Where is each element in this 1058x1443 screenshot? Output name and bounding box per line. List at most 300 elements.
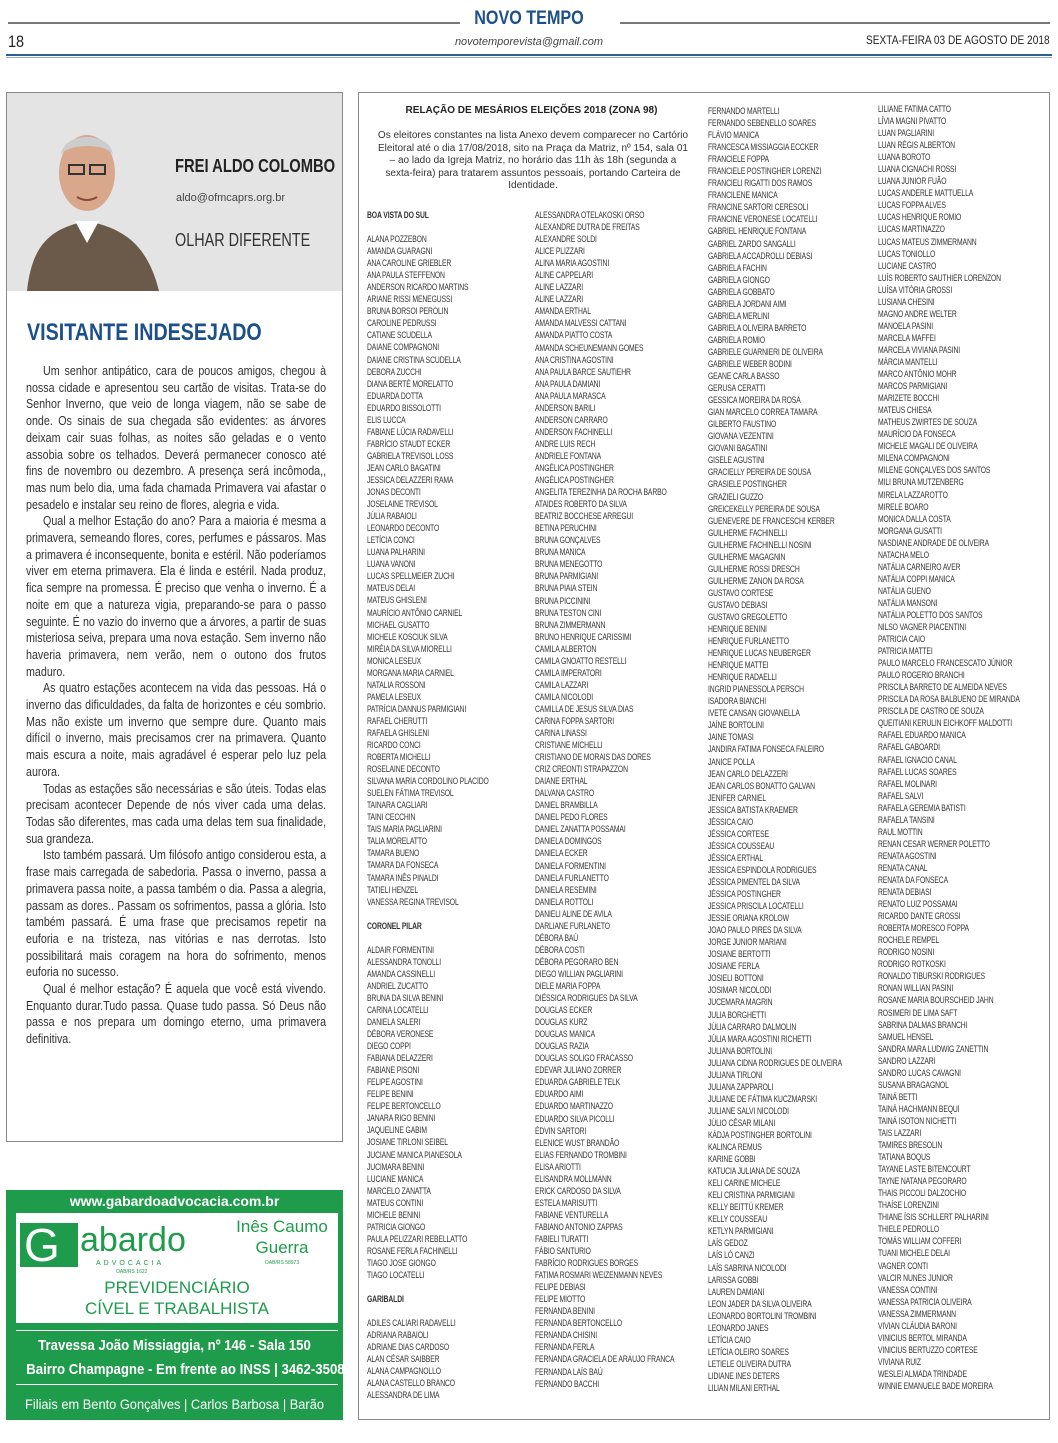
poll-worker-name: NILSO VAGNER PIACENTINI — [878, 622, 966, 633]
poll-worker-name: FERNANDA CHISINI — [535, 1330, 598, 1341]
poll-worker-name: RAFAELA GHISLENI — [367, 727, 430, 738]
poll-worker-name: LETIELE OLIVEIRA DUTRA — [708, 1358, 791, 1369]
poll-worker-name: JUCIMARA BENINI — [367, 1161, 425, 1172]
poll-worker-name: CAMILA LAZZARI — [535, 679, 589, 690]
poll-worker-name: BRUNA MANICA — [535, 547, 586, 558]
section-gap — [367, 1281, 531, 1293]
poll-worker-name: JAINE TOMASI — [708, 732, 754, 743]
notice-intro: Os eleitores constantes na lista Anexo devem comparecer no Cartório Eleitoral até o dia 17/08/2018, sito na Praça da Matriz, nº 154, sala 01 – ao lado da Igreja Matriz, no horário das 11h às 18h (segunda a sexta-feira) para tratarem assuntos pessoais, portando Carteira de Identidade. — [377, 130, 689, 191]
poll-worker-name: MARCO ANTÔNIO MOHR — [878, 369, 957, 380]
poll-worker-name: DARLIANE FURLANETO — [535, 920, 610, 931]
poll-worker-name: PRISCILA DA ROSA BALBUENO DE MIRANDA — [878, 694, 1020, 705]
poll-worker-name: WINNIE EMANUELE BADE MOREIRA — [878, 1380, 993, 1391]
poll-worker-name: ANA CAROLINE GRIEBLER — [367, 258, 452, 269]
poll-worker-name: RODRIGO ROTKOSKI — [878, 959, 946, 970]
poll-worker-name: LILIAN MILANI ERTHAL — [708, 1382, 780, 1393]
poll-worker-name: VAGNER CONTI — [878, 1260, 928, 1271]
poll-worker-name: ELISA ARIOTTI — [535, 1161, 581, 1172]
poll-worker-name: GRASIELE POSTINGHER — [708, 479, 787, 490]
poll-worker-name: TAINÁ HACHMANN BEQUI — [878, 1103, 960, 1114]
poll-worker-name: RAFAELA GEREMIA BATISTI — [878, 802, 966, 813]
poll-worker-name: GABRIELA GOBBATO — [708, 286, 775, 297]
poll-worker-name: MIRÉIA DA SILVA MIORELLI — [367, 643, 452, 654]
article-paragraph: As quatro estações acontecem na vida das pessoas. Há o inverno das dificuldades, da falta de horizontes e céu sombrio. Mas não existe um inverno que sempre dure. Quanto mais difícil o inverno, mais precisamos crer na primavera. Quanto mais escura a noite, mais agradável é esperar pelo luz pela aurora. — [26, 681, 327, 779]
poll-worker-name: FABRÍCIO STAUDT ECKER — [367, 438, 451, 449]
poll-worker-name: MARCELA MAFFEI — [878, 332, 936, 343]
poll-worker-name: MONICA DALLA COSTA — [878, 513, 951, 524]
poll-worker-name: CAMILA NICOLODI — [535, 691, 594, 702]
poll-worker-name: ALINE LAZZARI — [535, 282, 584, 293]
poll-worker-name: ROSIMERI DE LIMA SAFT — [878, 1007, 958, 1018]
ad-area-2: CÍVEL E TRABALHISTA — [85, 1299, 269, 1318]
poll-worker-name: GUILHERME FACHINELLI — [708, 527, 788, 538]
law-firm-ad — [6, 1190, 343, 1420]
poll-worker-name: VANESSA REGINA TREVISOL — [367, 896, 459, 907]
poll-worker-name: GUILHERME ZANON DA ROSA — [708, 575, 804, 586]
article-headline: VISITANTE INDESEJADO — [27, 319, 262, 346]
poll-worker-name: KELI CARINE MICHELE — [708, 1178, 781, 1189]
poll-worker-name: KETLYN PARMIGIANI — [708, 1226, 774, 1237]
poll-worker-name: JOSIANE TIRLONI SEIBEL — [367, 1137, 448, 1148]
poll-worker-name: MARCELO ZANATTA — [367, 1185, 431, 1196]
poll-worker-name: JÉSSICA CAIO — [708, 816, 754, 827]
poll-worker-name: PAULO ROGERIO BRANCHI — [878, 670, 965, 681]
opinion-column — [6, 92, 343, 1142]
poll-worker-name: HENRIQUE FURLANETTO — [708, 636, 789, 647]
poll-worker-name: TATIELI HENZEL — [367, 884, 419, 895]
poll-worker-name: JÉSSICA PIMENTEL DA SILVA — [708, 877, 800, 887]
poll-worker-name: ALESSANDRA DE LIMA — [367, 1390, 440, 1401]
poll-worker-name: JULIANE DE FÁTIMA KUCZMARSKI — [708, 1093, 818, 1104]
poll-worker-name: BRUNA ZIMMERMANN — [535, 619, 606, 630]
poll-worker-name: DANIELA FURLANETTO — [535, 872, 609, 883]
poll-worker-name: ANGELITA TEREZINHA DA ROCHA BARBO — [535, 487, 667, 498]
poll-worker-name: TAMARA BUENO — [367, 848, 420, 859]
poll-worker-name: VANESSA CONTINI — [878, 1284, 938, 1295]
poll-worker-name: DIELE MARIA FOPPA — [535, 981, 601, 991]
poll-worker-name: ALAN CÉSAR SAIBBER — [367, 1354, 440, 1365]
poll-worker-name: MICHAEL GUSATTO — [367, 619, 430, 630]
poll-worker-name: FABIANA DELAZZERI — [367, 1053, 433, 1064]
poll-worker-name: AMANDA SCHEUNEMANN GOMES — [535, 342, 644, 353]
article-paragraph: Um senhor antipático, cara de poucos amigos, chegou à nossa cidade e apresentou seu cartão de visitas. Trata-se do Senhor Inverno, que veio de longa viagem, não se sabe de onde. Os sinais de sua chegada são evidentes: as árvores deixam cair suas folhas, as noites são geladas e o vento assobia sobre os telhados. Deverá permanecer conosco até fins de novembro ou dezembro. A presença será incômoda,, mas num belo dia, uma fada chamada Primavera vai afastar o pesadelo e instalar seu reino de flores, alegria e vida. — [26, 364, 327, 512]
poll-worker-name: MARCOS PARMIGIANI — [878, 381, 948, 392]
poll-worker-name: DÉBORA BAÚ — [535, 932, 579, 943]
poll-worker-name: ALESSANDRA OTELAKOSKI ORSO — [535, 210, 645, 220]
poll-worker-name: MILENE GONÇALVES DOS SANTOS — [878, 465, 991, 476]
poll-worker-name: VINICIUS BERTOL MIRANDA — [878, 1332, 967, 1343]
masthead: NOVO TEMPO — [474, 8, 584, 29]
poll-worker-name: DAIANE COMPAGNONI — [367, 342, 440, 353]
poll-worker-name: JENIFER CARNIEL — [708, 792, 767, 803]
poll-worker-name: SUELEN FÁTIMA TREVISOL — [367, 788, 454, 799]
poll-worker-name: ALANA CAMPAGNOLLO — [367, 1366, 441, 1377]
poll-worker-name: JULIANA ZAPPAROLI — [708, 1081, 774, 1092]
poll-worker-name: EDUARDO BISSOLOTTI — [367, 402, 441, 413]
poll-worker-name: PATRICIA MATTEI — [878, 646, 933, 657]
poll-worker-name: MIRELA LAZZAROTTO — [878, 489, 948, 500]
poll-worker-name: RENATA DEBIASI — [878, 887, 932, 898]
poll-worker-name: JULIANA TIRLONI — [708, 1069, 763, 1080]
poll-worker-name: ANDERSON CARRARO — [535, 414, 608, 425]
poll-worker-name: TIAGO LOCATELLI — [367, 1269, 425, 1280]
poll-worker-name: MILENA COMPAGNONI — [878, 453, 950, 464]
poll-worker-name: GABRIELA FACHIN — [708, 262, 767, 273]
poll-worker-name: ANA PAULA BARCE SAUTIEHR — [535, 366, 631, 377]
poll-worker-name: SILVANA MARIA CORDOLINO PLACIDO — [367, 776, 489, 787]
names-column-1 — [367, 209, 531, 1401]
poll-worker-name: MORGANA GUSATTI — [878, 525, 942, 536]
poll-worker-name: JULIANA CIDNA RODRIGUES DE OLIVEIRA — [708, 1057, 843, 1068]
poll-worker-name: FELIPE AGOSTINI — [367, 1077, 423, 1088]
poll-worker-name: MANOELA PASINI — [878, 320, 934, 331]
poll-worker-name: FRANCINE SARTORI CERESOLI — [708, 202, 809, 213]
poll-worker-name: JOSIELI BOTTONI — [708, 973, 764, 984]
lawyer-oab: OAB/RS 58973 — [264, 1260, 300, 1266]
poll-worker-name: FRANCIELI RIGATTI DOS RAMOS — [708, 178, 813, 189]
poll-worker-name: CAMILA GNOATTO RESTELLI — [535, 655, 627, 666]
poll-worker-name: ANA PAULA STEFFENON — [367, 270, 445, 281]
poll-worker-name: FELIPE MIOTTO — [535, 1294, 586, 1305]
poll-worker-name: RAFAEL CHERUTTI — [367, 715, 428, 726]
poll-worker-name: BRUNA MENEGOTTO — [535, 559, 603, 570]
poll-worker-name: ELIAS FERNANDO TROMBINI — [535, 1149, 627, 1160]
poll-worker-name: TAINÁ ISOTON NICHETTI — [878, 1115, 957, 1126]
poll-worker-name: ANA PAULA MARASCA — [535, 390, 606, 401]
poll-worker-name: TAMARA DA FONSECA — [367, 860, 439, 871]
poll-worker-name: ÉDVIN SARTORI — [535, 1125, 587, 1136]
poll-worker-name: RONAN WILLIAN PASINI — [878, 983, 954, 994]
poll-worker-name: JANICE POLLA — [708, 756, 755, 767]
poll-worker-name: EDUARDA DOTTA — [367, 390, 423, 401]
poll-worker-name: ANDERSON RICARDO MARTINS — [367, 282, 469, 293]
lawyer-name-2: Guerra — [255, 1238, 309, 1257]
poll-worker-name: ROSANE FERLA FACHINELLI — [367, 1245, 458, 1256]
ad-address-2: Bairro Champagne - Em frente ao INSS | 3462-3508 — [26, 1361, 345, 1378]
poll-worker-name: JAQUELINE GABIM — [367, 1125, 427, 1136]
notice-title: RELAÇÃO DE MESÁRIOS ELEIÇÕES 2018 (ZONA 98) — [405, 105, 658, 116]
poll-worker-name: AMANDA PIATTO COSTA — [535, 330, 613, 341]
article-paragraph: Isto também passará. Um filósofo antigo considerou esta, a frase mais carregada de sabedoria. Passa o inverno, passa a primavera passa noite, a passa também o dia. Passa a alegria, passam as dores.. Passam os sofrimentos, passa a glória. Isto também passará. É uma frase que precisamos repetir na euforia e na tristeza, nas vitórias e nas derrotas. Isto possibilitará mais coragem na hora do sofrimento, menos euforia no sucesso. — [26, 848, 327, 980]
poll-worker-name: DÉBORA COSTI — [535, 944, 585, 955]
poll-worker-name: NATÁLIA MANSONI — [878, 597, 938, 608]
poll-worker-name: JÚLIA MARA AGOSTINI RICHETTI — [708, 1033, 812, 1044]
poll-worker-name: FELIPE DEBIASI — [535, 1282, 586, 1293]
poll-worker-name: DAIANE ERTHAL — [535, 776, 588, 787]
poll-worker-name: NATACHA MELO — [878, 549, 929, 560]
poll-worker-name: VANESSA PATRICIA OLIVEIRA — [878, 1296, 972, 1307]
poll-worker-name: TAIS MARIA PAGLIARINI — [367, 824, 442, 835]
poll-worker-name: KELI CRISTINA PARMIGIANI — [708, 1190, 795, 1201]
poll-worker-name: ANDRE LUIS RECH — [535, 438, 596, 449]
poll-worker-name: EDUARDO MARTINAZZO — [535, 1101, 613, 1112]
poll-worker-name: ROBERTA MORESCO FOPPA — [878, 923, 969, 934]
author-photo — [7, 93, 342, 291]
poll-worker-name: NATÁLIA GUENO — [878, 585, 931, 596]
poll-worker-name: ATAIDES ROBERTO DA SILVA — [535, 499, 627, 510]
poll-worker-name: NATÁLIA POLETTO DOS SANTOS — [878, 609, 983, 620]
poll-worker-name: RENATA AGOSTINI — [878, 850, 937, 861]
poll-worker-name: GESSICA MOREIRA DA ROSA — [708, 395, 801, 406]
poll-worker-name: FABRÍCIO RODRIGUES BORGES — [535, 1258, 639, 1269]
poll-worker-name: IVETE CANSAN GIOVANELLA — [708, 708, 800, 719]
poll-worker-name: ESTELA MARISUTTI — [535, 1197, 598, 1208]
poll-worker-name: MAGNO ANDRE WELTER — [878, 308, 957, 319]
newspaper-email: novotemporevista@gmail.com — [454, 36, 604, 48]
poll-worker-name: MARIZETE BOCCHI — [878, 393, 940, 404]
poll-worker-name: ELIS LUCCA — [367, 414, 406, 425]
poll-worker-name: GUILHERME MAGAGNIN — [708, 551, 786, 562]
poll-worker-name: QUEITIANI KERULIN EICHKOFF MALDOTTI — [878, 718, 1012, 729]
poll-worker-name: LUAN PAGLIARINI — [878, 128, 935, 139]
poll-worker-name: FERNANDA LAÍS BAÚ — [535, 1366, 603, 1377]
poll-worker-name: GABRIELA MERLINI — [708, 310, 770, 321]
poll-worker-name: NATÁLIA COPPI MANICA — [878, 573, 955, 584]
ad-divider — [16, 1384, 338, 1385]
poll-worker-name: RODRIGO NOSINI — [878, 947, 935, 958]
poll-worker-name: LUSIANA CHESINI — [878, 296, 935, 307]
poll-worker-name: JOSELAINE TREVISOL — [367, 499, 438, 510]
poll-worker-name: TUANI MICHELE DELAI — [878, 1248, 950, 1259]
poll-worker-name: FRANCIELE POSTINGHER LORENZI — [708, 166, 822, 177]
poll-worker-name: LUCAS SPELLMEIER ZUCHI — [367, 571, 455, 582]
poll-worker-name: ANDRIELE FONTANA — [535, 450, 602, 461]
poll-worker-name: PAMELA LESEUX — [367, 691, 421, 702]
poll-worker-name: LUCAS TONIOLLO — [878, 248, 936, 259]
poll-worker-name: ALANA POZZEBON — [367, 234, 427, 245]
poll-worker-name: CAMILLA DE JESUS SILVA DIAS — [535, 703, 634, 714]
poll-worker-name: CRIZ CREONTI STRAPAZZON — [535, 764, 628, 775]
poll-worker-name: DIEGO COPPI — [367, 1041, 411, 1052]
poll-worker-name: EDUARDO SILVA PICOLLI — [535, 1113, 615, 1124]
poll-worker-name: MORGANA MARIA CARNIEL — [367, 667, 454, 678]
poll-worker-name: MICHELE BENINI — [367, 1209, 421, 1220]
poll-worker-name: DANIEL ZANATTA POSSAMAI — [535, 824, 626, 835]
poll-worker-name: JOSIANE BERTOTTI — [708, 949, 771, 960]
poll-worker-name: GABRIELE GUARNIERI DE OLIVEIRA — [708, 346, 823, 357]
poll-worker-name: LUCIANE MANICA — [367, 1173, 424, 1184]
poll-worker-name: ROSELAINE DECONTO — [367, 764, 440, 775]
poll-worker-name: ANDERSON BARILI — [535, 402, 596, 413]
poll-worker-name: FERNANDA BERTONCELLO — [535, 1318, 623, 1329]
poll-worker-name: GRACIELLY PEREIRA DE SOUSA — [708, 467, 812, 478]
poll-worker-name: ALANA CASTELLO BRANCO — [367, 1378, 455, 1389]
poll-worker-name: JESSIE ORIANA KROLOW — [708, 913, 789, 924]
poll-worker-name: PATRICIA CAIO — [878, 634, 926, 645]
poll-worker-name: DIANA BERTÉ MORELATTO — [367, 378, 454, 389]
poll-worker-name: BRUNA PARMIGIANI — [535, 571, 599, 582]
poll-worker-name: MARCELA VIVIANA PASINI — [878, 344, 961, 355]
poll-worker-name: PAULO MARCELO FRANCESCATO JÚNIOR — [878, 658, 1013, 669]
poll-worker-name: DANIELA SALERI — [367, 1017, 421, 1027]
poll-worker-name: LAUREN DAMIANI — [708, 1286, 765, 1297]
poll-worker-name: FABIANO ANTONIO ZAPPAS — [535, 1221, 623, 1232]
poll-worker-name: PATRÍCIA DANNUS PARMIGIANI — [367, 703, 467, 714]
poll-worker-name: LETÍCIA CAIO — [708, 1334, 751, 1345]
poll-worker-name: JÉSSICA COUSSEAU — [708, 840, 775, 851]
poll-worker-name: VIVIAN CLÁUDIA BARONI — [878, 1320, 957, 1331]
poll-worker-name: JONAS DECONTI — [367, 487, 421, 498]
poll-worker-name: AMANDA CASSINELLI — [367, 968, 436, 979]
poll-worker-name: BRUNA BORSOI PEROLIN — [367, 306, 449, 317]
poll-worker-name: GRAZIELI GUZZO — [708, 491, 764, 502]
poll-worker-name: ADRIANA RABAIOLI — [367, 1330, 429, 1341]
poll-worker-name: GERUSA CERATTI — [708, 383, 766, 394]
poll-worker-name: ANGÉLICA POSTINGHER — [535, 475, 614, 486]
poll-worker-name: JÉSSICA POSTINGHER — [708, 889, 781, 900]
poll-worker-name: JÉSSICA ERTHAL — [708, 852, 764, 863]
poll-worker-name: BRUNA DA SILVA BENINI — [367, 992, 444, 1003]
poll-worker-name: HENRIQUE RADAELLI — [708, 672, 777, 683]
poll-worker-name: RICARDO DANTE GROSSI — [878, 911, 961, 922]
poll-worker-name: DANIELA ROTTOLI — [535, 896, 594, 907]
poll-worker-name: DALVANA CASTRO — [535, 788, 595, 799]
poll-worker-name: FERNANDA GRACIELA DE ARAUJO FRANCA — [535, 1354, 675, 1365]
poll-worker-name: JEAN CARLO DELAZZERI — [708, 768, 788, 779]
poll-worker-name: CATIANE SCUDELLA — [367, 330, 432, 341]
poll-worker-name: SABRINA DALMAS BRANCHI — [878, 1019, 968, 1030]
poll-worker-name: JUCIANE MANICA PIANESOLA — [367, 1149, 462, 1160]
poll-worker-name: FABIANE PISONI — [367, 1065, 420, 1076]
poll-worker-name: JEAN CARLO BAGATINI — [367, 462, 441, 473]
poll-worker-name: LAÍS SABRINA NICOLODI — [708, 1262, 787, 1273]
poll-worker-name: JULIANE SALVI NICOLODI — [708, 1105, 789, 1116]
poll-worker-name: AMANDA MALVESSI CATTANI — [535, 318, 627, 329]
poll-worker-name: LUÍS ROBERTO SAUTHIER LORENZON — [878, 272, 1001, 283]
poll-worker-name: RENATA DA FONSECA — [878, 875, 949, 885]
column-name: OLHAR DIFERENTE — [175, 230, 311, 250]
poll-worker-name: BRUNA TESTON CINI — [535, 607, 602, 618]
poll-workers-notice — [358, 92, 1050, 1420]
page-number: 18 — [8, 32, 25, 51]
poll-worker-name: SANDRO LUCAS CAVAGNI — [878, 1067, 961, 1078]
poll-worker-name: KELLY BEITTÚ KREMER — [708, 1202, 784, 1213]
poll-worker-name: FRANCILENE MANICA — [708, 190, 778, 201]
municipality-heading: BOA VISTA DO SUL — [367, 210, 429, 220]
poll-worker-name: FERNANDA FERLA — [535, 1342, 595, 1353]
logo-oab: OAB/RS 1622 — [116, 1269, 148, 1275]
ad-address-1: Travessa João Missiaggia, nº 146 - Sala 150 — [38, 1337, 311, 1354]
poll-worker-name: CRISTIANO DE MORAIS DAS DORES — [535, 752, 651, 763]
poll-worker-name: MATEUS DELAI — [367, 583, 416, 594]
poll-worker-name: KALINCA REMUS — [708, 1142, 762, 1153]
poll-worker-name: DANIELA DOMINGOS — [535, 836, 602, 847]
article-paragraph: Todas as estações são necessárias e são úteis. Todas elas precisam acontecer Depende de nós viver cada uma delas. Todas são diferentes, mas cada uma delas tem sua finalidade, sua grandeza. — [26, 781, 327, 846]
poll-worker-name: ISADORA BIANCHI — [708, 696, 767, 707]
poll-worker-name: LEONARDO JANES — [708, 1322, 769, 1333]
poll-worker-name: JÚLIO CÉSAR MILANI — [708, 1117, 776, 1128]
poll-worker-name: DOUGLAS KURZ — [535, 1017, 588, 1028]
poll-worker-name: TAINARA CAGLIARI — [367, 800, 428, 811]
poll-worker-name: RAFAEL SALVI — [878, 790, 924, 801]
poll-worker-name: MICHELE KOSCIUK SILVA — [367, 631, 448, 642]
ad-logo-panel — [16, 1213, 338, 1323]
poll-worker-name: ADRIANE DIAS CARDOSO — [367, 1342, 450, 1353]
poll-worker-name: TALIA MORELATTO — [367, 836, 427, 847]
poll-worker-name: TIAGO JOSE GIONGO — [367, 1257, 436, 1268]
poll-worker-name: MATHEUS ZWIRTES DE SOUZA — [878, 417, 978, 428]
poll-worker-name: GUSTAVO CORTESE — [708, 587, 774, 598]
poll-worker-name: SUSANA BRAGAGNOL — [878, 1079, 949, 1090]
poll-worker-name: RENAN CESAR WERNER POLETTO — [878, 838, 990, 849]
poll-worker-name: PRISCILA DE CASTRO DE SOUZA — [878, 706, 984, 717]
poll-worker-name: JUCEMARA MAGRIN — [708, 997, 773, 1008]
poll-worker-name: ARIANE RISSI MENEGUSSI — [367, 294, 453, 305]
poll-worker-name: LAÍS GEDOZ — [708, 1238, 748, 1249]
poll-worker-name: GABRIELA ROMIO — [708, 334, 766, 345]
poll-worker-name: JOAO PAULO PIRES DA SILVA — [708, 925, 802, 936]
poll-worker-name: FRANCIELE FOPPA — [708, 154, 769, 165]
poll-worker-name: VIVIANA RUIZ — [878, 1356, 921, 1367]
poll-worker-name: LETÍCIA CONCI — [367, 535, 415, 546]
poll-worker-name: BETINA PERUCHINI — [535, 523, 597, 534]
poll-worker-name: GUILHERME ROSSI DRESCH — [708, 563, 800, 574]
poll-worker-name: TAMIRES BRESOLIN — [878, 1140, 943, 1151]
poll-worker-name: LILIANE FATIMA CATTO — [878, 104, 951, 114]
poll-worker-name: RAFAELA TANSINI — [878, 814, 935, 825]
poll-worker-name: JOSIANE FERLA — [708, 961, 760, 972]
poll-worker-name: RENATA CANAL — [878, 862, 928, 873]
poll-worker-name: JÚLIA CARRARO DALMOLIN — [708, 1021, 797, 1032]
poll-worker-name: TAINI CECCHIN — [367, 812, 416, 823]
poll-worker-name: LUANA CIGNACHI ROSSI — [878, 164, 957, 175]
poll-worker-name: GUSTAVO GREGOLETTO — [708, 611, 788, 622]
poll-worker-name: RAFAEL MOLINARI — [878, 778, 937, 789]
poll-worker-name: GIOVANI BAGATINI — [708, 443, 768, 454]
poll-worker-name: JANARA RIGO BENINI — [367, 1113, 436, 1124]
poll-worker-name: FERNANDO BACCHI — [535, 1378, 600, 1389]
poll-worker-name: HENRIQUE BENINI — [708, 624, 767, 635]
poll-worker-name: DANIEL BRAMBILLA — [535, 800, 598, 811]
poll-worker-name: ALESSANDRA TONOLLI — [367, 956, 442, 967]
poll-worker-name: DÉBORA VERONESE — [367, 1029, 434, 1040]
poll-worker-name: DANIELA RESEMINI — [535, 884, 597, 895]
author-name: FREI ALDO COLOMBO — [175, 156, 336, 176]
poll-worker-name: FLÁVIO MANICA — [708, 130, 760, 141]
poll-worker-name: JOSIMAR NICOLODI — [708, 985, 772, 996]
poll-worker-name: NATALIA ROSSONI — [367, 679, 426, 690]
poll-worker-name: TAYNE NATANA PEGORARO — [878, 1176, 967, 1187]
header-divider — [6, 54, 1052, 58]
poll-worker-name: ROCHELE REMPEL — [878, 935, 940, 946]
poll-worker-name: JULIA BORGHETTI — [708, 1009, 767, 1020]
poll-worker-name: SANDRA MARA LUDWIG ZANETTIN — [878, 1043, 989, 1054]
poll-worker-name: ALINE CAPPELARI — [535, 270, 594, 281]
poll-worker-name: ELENICE WUST BRANDÃO — [535, 1137, 620, 1148]
poll-worker-name: MATEUS GHISLENI — [367, 595, 427, 606]
poll-worker-name: MICHELE MAGALI DE OLIVEIRA — [878, 441, 978, 452]
poll-worker-name: ALICE PLIZZARI — [535, 246, 585, 257]
poll-worker-name: GABRIELA GIONGO — [708, 274, 770, 285]
author-portrait-icon — [7, 93, 172, 291]
article-paragraph: Qual a melhor Estação do ano? Para a maioria é mesma a primavera, semeando flores, cores, perfumes e pássaros. Mas a primavera é inconsequente, bonita e estéril. Não poderíamos viver em eterna primavera. Ela é linda e estéril. Nada produz, fica sempre na promessa. É preciso que venha o inverno. É a noite em que a natureza vigia, preparando-se para o passo seguinte. É no vazio do inverno que a árvores, a partir de suas misteriosa seiva, prepara uma nova estação. Sem inverno não haveria primavera, nem verão, nem o outono dos frutos maduro. — [26, 514, 327, 679]
poll-worker-name: HENRIQUE MATTEI — [708, 660, 769, 671]
poll-worker-name: CARINA LOCATELLI — [367, 1004, 429, 1015]
poll-worker-name: BRUNO HENRIQUE CARISSIMI — [535, 631, 632, 642]
poll-worker-name: JESSICA PRISCILA LOCATELLI — [708, 901, 804, 912]
poll-worker-name: CARINA LINASSI — [535, 728, 587, 739]
poll-worker-name: SANDRO LAZZARI — [878, 1055, 936, 1066]
poll-worker-name: LEON JADER DA SILVA OLIVEIRA — [708, 1298, 812, 1309]
section-gap — [367, 908, 531, 920]
ad-area-1: PREVIDENCIÁRIO — [104, 1278, 250, 1297]
poll-worker-name: TOMÁS WILLIAM COFFERI — [878, 1236, 962, 1247]
poll-worker-name: CAROLINE PEDRUSSI — [367, 318, 437, 329]
poll-worker-name: TAYANE LASTE BITENCOURT — [878, 1164, 971, 1175]
poll-worker-name: GREICEKELLY PEREIRA DE SOUSA — [708, 503, 820, 514]
poll-worker-name: RAFAEL EDUARDO MANICA — [878, 730, 966, 741]
poll-worker-name: ANA CRISTINA AGOSTINI — [535, 354, 614, 365]
